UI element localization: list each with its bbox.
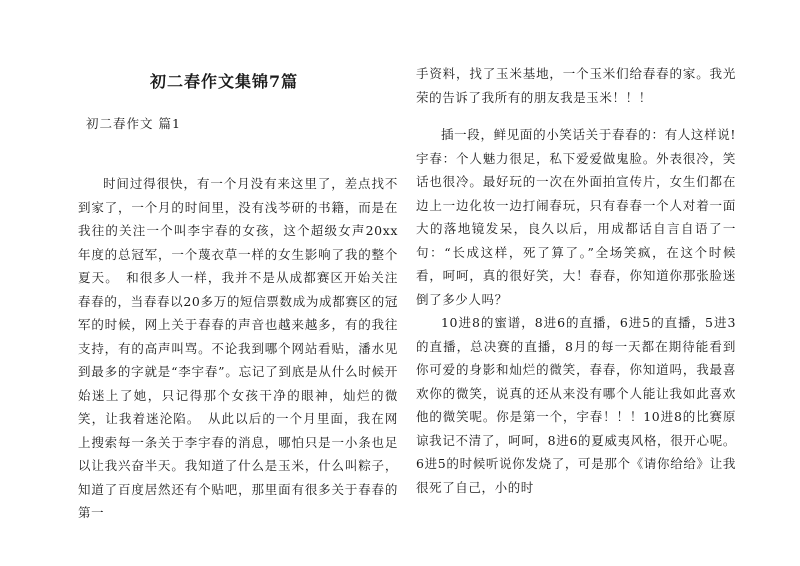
body-paragraph: 插一段，鲜见面的小笑话关于春春的：有人这样说!宇春：个人魅力很足，私下爱爱做鬼脸。外表很冷，笑话也很冷。最好玩的一次在外面拍宣传片，女生们都在边上一边化妆一边打闹春玩，只有春春一个人对着一面大的落地镜发呆，良久以后，用成都话自言自语了一句：“长成这样，死了算了。”全场笑疯，在这个时候看，呵呵，真的很好笑，大！春春，你知道你那张脸迷倒了多少人吗？: [416, 127, 736, 307]
body-paragraph: 10进8的蜜谱，8进6的直播，6进5的直播，5进3的直播，总决赛的直播，8月的每一天都在期待能看到你可爱的身影和灿烂的微笑，春春，你知道吗，我最喜欢你的微笑，说真的还从来没有哪个人能让我如此喜欢他的微笑呢。你是第一个，宇春！！！10进8的比赛原谅我记不清了，呵呵，8进6的夏威夷风格，很开心呢。6进5的时候听说你发烧了，可是那个《请你给给》让我很死了自己，小的时: [416, 315, 736, 495]
left-body: [78, 172, 398, 525]
body-paragraph: 时间过得很快，有一个月没有来这里了，差点找不到家了，一个月的时间里，没有浅芩研的书籍，而是在我往的关注一个叫李宇春的女孩，这个超级女声20xx年度的总冠军，一个蔑衣草一样的女生影响了我的整个夏天。 和很多人一样，我并不是从成都赛区开始关注春春的，当春春以20多万的短信票数成为成都赛区的冠军的时候，网上关于春春的声音也越来越多，有的我往支持，有的高声叫骂。不论我到哪个网站看贴，潘水见到最多的字就是“李宇春”。忘记了到底是从什么时候开始迷上了她，只记得那个女孩干净的眼神，灿烂的微笑，让我着迷沦陷。 从此以后的一个月里面，我在网上搜索每一条关于李宇春的消息，哪怕只是一小条也足以让我兴奋半天。我知道了什么是玉米，什么叫粽子，知道了百度居然还有个贴吧，那里面有很多关于春春的第一: [78, 176, 398, 520]
right-body: [416, 62, 736, 499]
document-subtitle: 初二春作文 篇1: [86, 116, 181, 131]
document-title: 初二春作文集锦7篇: [150, 72, 299, 91]
body-paragraph: 手资料，找了玉米基地，一个玉米们给春春的家。我光荣的告诉了我所有的朋友我是玉米！！！: [416, 66, 736, 105]
